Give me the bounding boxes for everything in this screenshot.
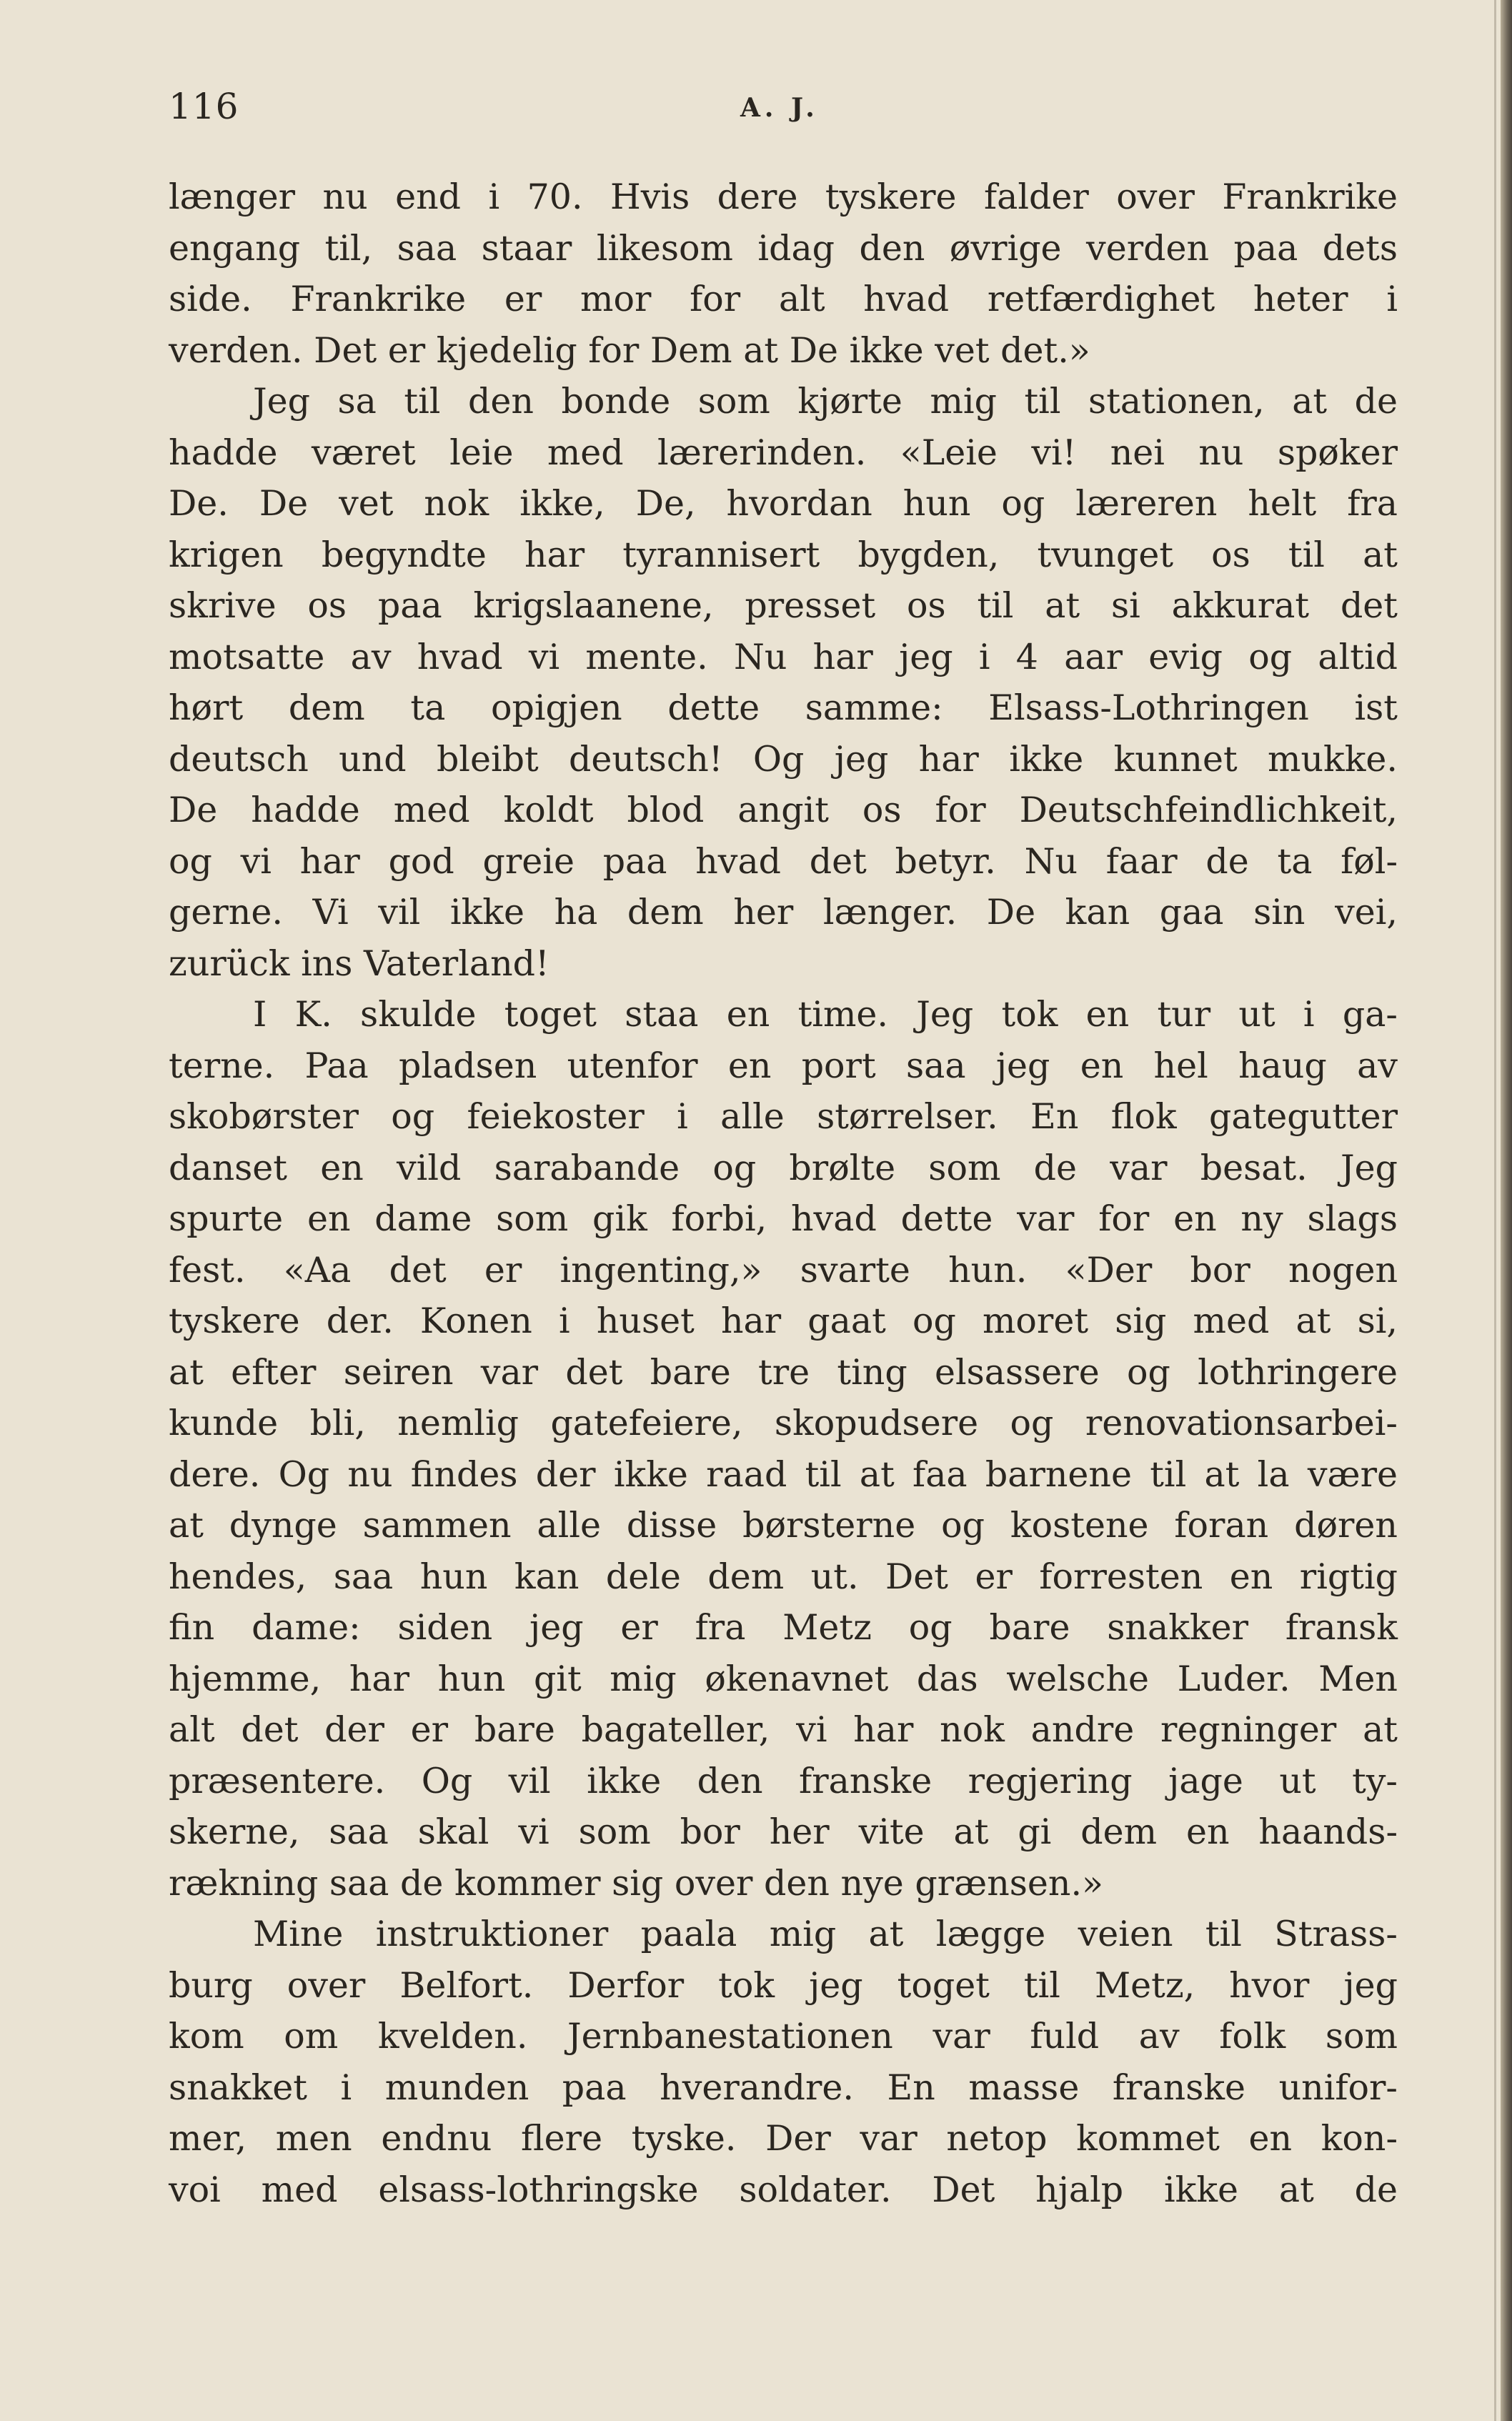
text-line: motsatte av hvad vi mente. Nu har jeg i 4 aar evig og altid [169,636,1398,677]
text-line: fest. «Aa det er ingenting,» svarte hun. «Der bor nogen [169,1249,1398,1291]
text-line: Jeg sa til den bonde som kjørte mig til stationen, at de [253,381,1398,422]
text-line: voi med elsass-lothringske soldater. Det hjalp ikke at de [169,2169,1398,2210]
text-line: mer, men endnu flere tyske. Der var netop kommet en kon- [169,2118,1398,2159]
text-line: snakket i munden paa hverandre. En masse franske unifor- [169,2067,1398,2108]
page-header [169,86,1398,136]
text-line: skrive os paa krigslaanene, presset os til at si akkurat det [169,585,1398,626]
text-line: hadde været leie med lærerinden. «Leie vi! nei nu spøker [169,432,1398,473]
running-head: A. J. [740,93,819,123]
page-number: 116 [169,86,239,127]
text-line: skobørster og feiekoster i alle størrelser. En flok gategutter [169,1096,1398,1137]
text-line: burg over Belfort. Derfor tok jeg toget til Metz, hvor jeg [169,1964,1398,2006]
text-line: side. Frankrike er mor for alt hvad retfærdighet heter i [169,279,1398,319]
text-line: gerne. Vi vil ikke ha dem her længer. De kan gaa sin vei, [169,892,1398,933]
page-gutter-line [1494,0,1496,2421]
text-line: kom om kvelden. Jernbanestationen var fuld av folk som [169,2016,1398,2057]
text-line: De. De vet nok ikke, De, hvordan hun og læreren helt fra [169,483,1398,524]
text-line: zurück ins Vaterland! [169,943,549,984]
text-line: Mine instruktioner paala mig at lægge veien til Strass- [253,1914,1398,1954]
text-line: alt det der er bare bagateller, vi har nok andre regninger at [169,1709,1398,1750]
text-line: at dynge sammen alle disse børsterne og kostene foran døren [169,1505,1398,1546]
text-line: De hadde med koldt blod angit os for Deutschfeindlichkeit, [169,790,1398,830]
text-line: deutsch und bleibt deutsch! Og jeg har ikke kunnet mukke. [169,738,1398,780]
text-line: at efter seiren var det bare tre ting elsassere og lothringere [169,1351,1398,1393]
text-line: rækning saa de kommer sig over den nye grænsen.» [169,1862,1104,1904]
text-line: dere. Og nu findes der ikke raad til at faa barnene til at la være [169,1453,1398,1495]
text-line: danset en vild sarabande og brølte som de var besat. Jeg [169,1147,1398,1188]
text-line: I K. skulde toget staa en time. Jeg tok en tur ut i ga- [253,994,1398,1035]
text-line: spurte en dame som gik forbi, hvad dette var for en ny slags [169,1198,1398,1239]
text-line: kunde bli, nemlig gatefeiere, skopudsere og renovationsarbei- [169,1403,1398,1443]
text-line: terne. Paa pladsen utenfor en port saa jeg en hel haug av [169,1045,1398,1086]
text-line: hjemme, har hun git mig økenavnet das welsche Luder. Men [169,1658,1398,1699]
text-line: tyskere der. Konen i huset har gaat og moret sig med at si, [169,1301,1398,1341]
text-line: præsentere. Og vil ikke den franske regjering jage ut ty- [169,1760,1398,1801]
page-edge-shadow [1501,0,1512,2421]
text-line: engang til, saa staar likesom idag den øvrige verden paa dets [169,227,1398,269]
text-line: længer nu end i 70. Hvis dere tyskere falder over Frankrike [169,177,1398,217]
text-line: skerne, saa skal vi som bor her vite at gi dem en haands- [169,1811,1398,1852]
text-line: hendes, saa hun kan dele dem ut. Det er forresten en rigtig [169,1556,1398,1597]
text-line: fin dame: siden jeg er fra Metz og bare snakker fransk [169,1607,1398,1648]
body-text [169,171,1398,2215]
text-line: og vi har god greie paa hvad det betyr. Nu faar de ta føl- [169,840,1398,882]
text-line: verden. Det er kjedelig for Dem at De ikke vet det.» [169,329,1090,371]
text-line: hørt dem ta opigjen dette samme: Elsass-Lothringen ist [169,687,1398,728]
text-line: krigen begyndte har tyrannisert bygden, tvunget os til at [169,534,1398,575]
